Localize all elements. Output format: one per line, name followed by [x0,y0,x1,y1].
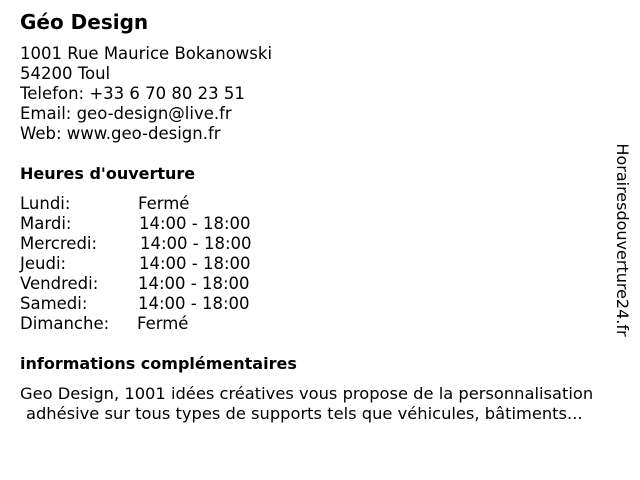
day-label: Vendredi: [20,274,99,293]
day-label: Lundi: [20,194,71,213]
time-value: 14:00 - 18:00 [138,274,250,293]
opening-hours-heading: Heures d'ouverture [20,164,196,183]
address-city: 54200 Toul [20,64,111,83]
email-address: Email: geo-design@live.fr [20,104,232,123]
time-value: 14:00 - 18:00 [140,234,252,253]
time-value: 14:00 - 18:00 [139,254,251,273]
site-watermark: Horairesdouverture24.fr [613,143,632,337]
website: Web: www.geo-design.fr [20,124,221,143]
time-value: 14:00 - 18:00 [138,294,250,313]
day-label: Jeudi: [20,254,67,273]
day-label: Dimanche: [20,314,110,333]
time-value: Fermé [137,314,189,333]
day-label: Samedi: [20,294,88,313]
time-value: Fermé [138,194,190,213]
business-name: Géo Design [20,10,149,34]
day-label: Mercredi: [20,234,98,253]
description [20,384,593,424]
description-line-1: Geo Design, 1001 idées créatives vous propose de la personnalisation [20,384,594,403]
day-label: Mardi: [20,214,72,233]
address-street: 1001 Rue Maurice Bokanowski [20,44,273,63]
description-line-2: adhésive sur tous types de supports tels que véhicules, bâtiments... [26,404,583,423]
contact-block [20,44,272,144]
additional-info-heading: informations complémentaires [20,354,297,373]
phone-number: Telefon: +33 6 70 80 23 51 [20,84,245,103]
time-value: 14:00 - 18:00 [139,214,251,233]
